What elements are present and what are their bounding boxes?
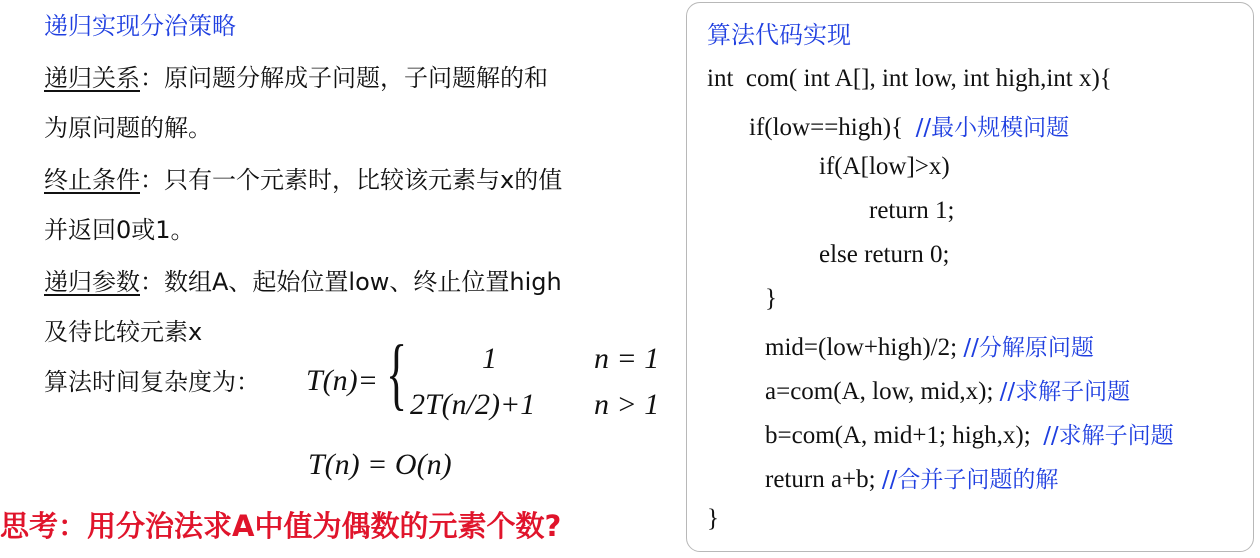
- recursion-relation-text: ：原问题分解成子问题，子问题解的和: [140, 64, 548, 92]
- recursion-params-text: ：数组A、起始位置low、终止位置high: [140, 268, 562, 296]
- stop-condition-line: [44, 160, 562, 195]
- stop-condition-line-2: 并返回0或1。: [44, 216, 195, 244]
- stop-condition-label: 终止条件: [44, 166, 140, 194]
- recursion-relation-label: 递归关系: [44, 64, 140, 92]
- recurrence-brace: {: [386, 330, 408, 418]
- code-line: return 1;: [869, 197, 955, 224]
- code-comment: //分解原问题: [963, 335, 1094, 361]
- recursion-relation-line: [44, 58, 548, 93]
- code-comment: //求解子问题: [1043, 423, 1174, 449]
- recurrence-case2-cond: n > 1: [594, 388, 660, 421]
- stop-condition-text: ：只有一个元素时，比较该元素与x的值: [140, 166, 563, 194]
- section-heading: 递归实现分治策略: [44, 12, 236, 40]
- code-line: b=com(A, mid+1; high,x); //求解子问题: [765, 422, 1174, 449]
- recurrence-lhs: T(n)=: [306, 364, 378, 397]
- recurrence-formula: [306, 330, 666, 430]
- code-line: if(low==high){ //最小规模问题: [749, 114, 1070, 141]
- code-comment: //最小规模问题: [915, 115, 1070, 141]
- code-line: int com( int A[], int low, int high,int x){: [707, 65, 1112, 92]
- code-comment: //求解子问题: [999, 379, 1131, 405]
- code-line: return a+b; //合并子问题的解: [765, 466, 1059, 493]
- code-line: }: [765, 285, 777, 312]
- code-line: else return 0;: [819, 241, 950, 268]
- recurrence-case2-value: 2T(n/2)+1: [410, 388, 536, 421]
- recursion-params-label: 递归参数: [44, 268, 140, 296]
- code-comment: //合并子问题的解: [881, 467, 1059, 493]
- recurrence-case1-cond: n = 1: [594, 342, 660, 375]
- complexity-label: 算法时间复杂度为：: [44, 368, 260, 396]
- recursion-relation-line-2: 为原问题的解。: [44, 114, 212, 142]
- recursion-params-line-2: 及待比较元素x: [44, 318, 203, 346]
- code-line: if(A[low]>x): [819, 153, 950, 180]
- think-question: 思考：用分治法求A中值为偶数的元素个数?: [0, 509, 562, 543]
- complexity-result: T(n) = O(n): [308, 448, 452, 481]
- recursion-params-line: [44, 262, 562, 297]
- code-line: a=com(A, low, mid,x); //求解子问题: [765, 378, 1131, 405]
- code-line: }: [707, 505, 719, 532]
- code-card: [686, 2, 1254, 552]
- recurrence-case1-value: 1: [482, 342, 497, 375]
- code-line: mid=(low+high)/2; //分解原问题: [765, 334, 1094, 361]
- code-card-title: 算法代码实现: [707, 21, 851, 49]
